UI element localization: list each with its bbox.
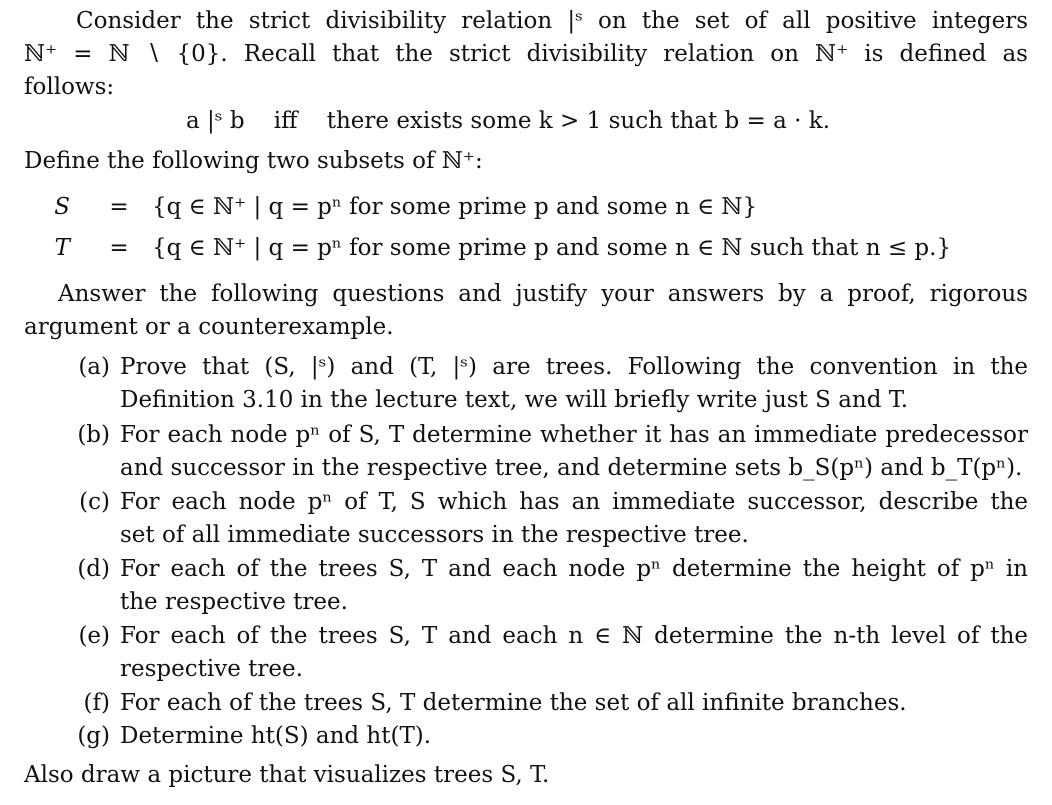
set-T-equals: = [109, 235, 129, 261]
intro-line-1: Consider the strict divisibility relation |ˢ on the set of all positive integers [76, 8, 1028, 34]
item-b-label: (b) [77, 422, 110, 448]
set-S-equals: = [109, 194, 129, 220]
intro-line-3: follows: [24, 74, 115, 100]
intro-line-2: ℕ⁺ = ℕ ∖ {0}. Recall that the strict divisibility relation on ℕ⁺ is defined as [24, 41, 1028, 67]
set-S-expression: {q ∈ ℕ⁺ | q = pⁿ for some prime p and some n ∈ ℕ} [152, 194, 758, 220]
item-g-line-1: Determine ht(S) and ht(T). [120, 723, 432, 749]
item-e-line-1: For each of the trees S, T and each n ∈ ℕ determine the n-th level of the [120, 623, 1028, 649]
set-T-symbol: T [54, 235, 70, 261]
item-e-line-2: respective tree. [120, 656, 303, 682]
set-S-symbol: S [54, 194, 70, 220]
closing-line: Also draw a picture that visualizes trees S, T. [24, 762, 550, 788]
item-d-label: (d) [77, 556, 110, 582]
item-c-line-1: For each node pⁿ of T, S which has an immediate successor, describe the [120, 489, 1028, 515]
item-a-line-1: Prove that (S, |ˢ) and (T, |ˢ) are trees. Following the convention in the [120, 354, 1028, 380]
item-d-line-2: the respective tree. [120, 589, 348, 615]
define-subsets-line: Define the following two subsets of ℕ⁺: [24, 148, 483, 174]
answer-line-1: Answer the following questions and justify your answers by a proof, rigorous [58, 281, 1028, 307]
item-c-label: (c) [79, 489, 110, 515]
answer-line-2: argument or a counterexample. [24, 314, 394, 340]
item-a-line-2: Definition 3.10 in the lecture text, we will briefly write just S and T. [120, 387, 909, 413]
item-e-label: (e) [78, 623, 110, 649]
item-g-label: (g) [77, 723, 110, 749]
item-a-label: (a) [78, 354, 110, 380]
item-b-line-2: and successor in the respective tree, and determine sets b_S(pⁿ) and b_T(pⁿ). [120, 455, 1023, 481]
set-T-definition [40, 233, 1030, 263]
item-f-label: (f) [83, 690, 110, 716]
set-T-expression: {q ∈ ℕ⁺ | q = pⁿ for some prime p and some n ∈ ℕ such that n ≤ p.} [152, 235, 952, 261]
item-c-line-2: set of all immediate successors in the respective tree. [120, 522, 749, 548]
set-S-definition [40, 192, 1020, 222]
item-b-line-1: For each node pⁿ of S, T determine whether it has an immediate predecessor [120, 422, 1028, 448]
item-f-line-1: For each of the trees S, T determine the set of all infinite branches. [120, 690, 907, 716]
item-d-line-1: For each of the trees S, T and each node pⁿ determine the height of pⁿ in [120, 556, 1028, 582]
divisibility-definition: a |ˢ b iff there exists some k > 1 such that b = a · k. [186, 108, 831, 134]
